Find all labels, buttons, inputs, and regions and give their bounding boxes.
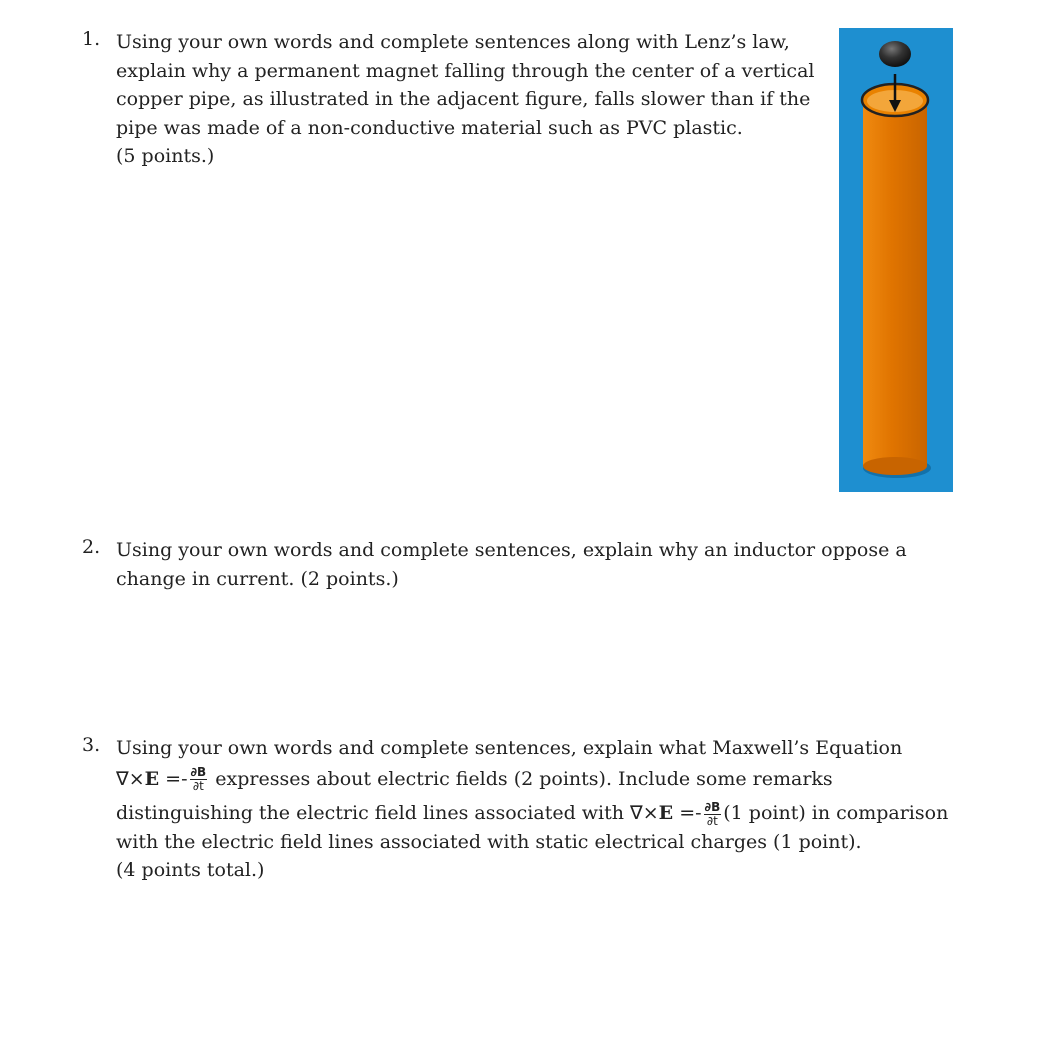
question-3-text xyxy=(116,734,948,885)
e-field-symbol: E xyxy=(144,767,160,790)
equals-minus: =- xyxy=(673,802,702,824)
nabla-cross-symbol: ∇× xyxy=(630,802,659,824)
question-3-number: 3. xyxy=(82,734,101,756)
question-1-line: explain why a permanent magnet falling through the center of a vertical xyxy=(116,59,815,82)
question-1 xyxy=(82,28,814,171)
nabla-cross-symbol: ∇× xyxy=(116,767,145,790)
question-2-line: Using your own words and complete sentences, explain why an inductor oppose a xyxy=(116,539,907,561)
question-1-number: 1. xyxy=(82,28,101,50)
question-2 xyxy=(82,536,907,593)
copper-pipe-bottom xyxy=(863,457,927,475)
question-2-number: 2. xyxy=(82,536,101,558)
copper-pipe-body xyxy=(863,100,927,466)
fraction-denominator: ∂t xyxy=(706,813,718,828)
question-1-line: pipe was made of a non-conductive material such as PVC plastic. xyxy=(116,116,743,139)
question-1-line: copper pipe, as illustrated in the adjacent figure, falls slower than if the xyxy=(116,88,811,110)
question-3-line: distinguishing the electric field lines associated with xyxy=(116,802,631,824)
question-3-line: (1 point) in comparison xyxy=(723,802,949,824)
question-3-equation-line xyxy=(116,765,948,794)
question-2-points: change in current. (2 points.) xyxy=(116,567,399,590)
fraction-denominator: ∂t xyxy=(192,779,204,793)
dB-dt-fraction xyxy=(190,766,208,793)
equals-minus: =- xyxy=(159,767,188,790)
question-3-line: Using your own words and complete sentences, explain what Maxwell’s Equation xyxy=(116,737,903,759)
fraction-numerator: ∂B xyxy=(190,765,207,779)
e-field-symbol: E xyxy=(658,802,674,824)
question-3-equation-line-2 xyxy=(116,799,948,828)
magnet-pipe-figure xyxy=(839,28,953,492)
question-2-text xyxy=(116,536,907,593)
dB-dt-fraction xyxy=(704,801,722,828)
fraction-numerator: ∂B xyxy=(704,799,721,814)
question-1-text xyxy=(116,28,814,171)
question-3-points: (4 points total.) xyxy=(116,859,265,881)
question-1-points: (5 points.) xyxy=(116,145,215,167)
question-3 xyxy=(82,734,948,885)
question-3-line: expresses about electric fields (2 points). Include some remarks xyxy=(215,767,833,790)
question-3-line: with the electric field lines associated with static electrical charges (1 point). xyxy=(116,830,862,853)
question-1-line: Using your own words and complete sentences along with Lenz’s law, xyxy=(116,31,790,53)
magnet-icon xyxy=(879,41,911,67)
